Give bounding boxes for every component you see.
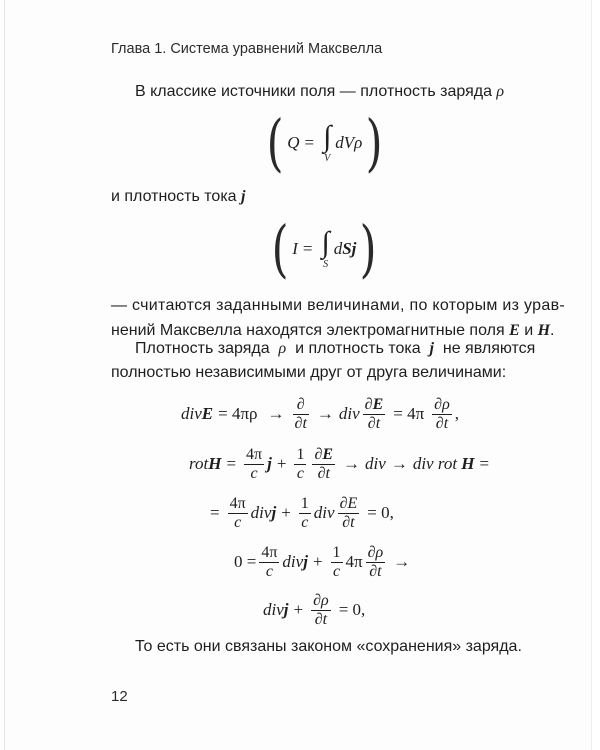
frac-num: ∂E <box>314 445 334 463</box>
div-op: div <box>263 600 284 619</box>
formula-i-lhs: I <box>292 239 298 258</box>
arrow: → <box>343 454 361 473</box>
p4-text-c: не являются <box>442 340 536 357</box>
div-op: div <box>365 454 386 473</box>
left-paren: ( <box>271 212 289 285</box>
formula-q-lhs: Q <box>287 133 300 152</box>
formula-i-eq: = <box>302 239 313 258</box>
frac-num: ∂ρ <box>367 543 384 561</box>
plus: + <box>276 454 287 473</box>
paragraph-2 <box>111 188 245 206</box>
h-vector: H <box>461 454 475 473</box>
and-word: и <box>524 322 534 339</box>
drho-dt-fraction <box>432 396 452 433</box>
integral-sign: ∫ S <box>321 225 330 270</box>
integral-sub-s: S <box>323 258 329 270</box>
integral-sub-v: V <box>324 152 331 164</box>
one-over-c <box>294 446 306 483</box>
four-pi-over-c <box>244 446 264 483</box>
arrow: → <box>267 404 285 423</box>
paragraph-4-line-1 <box>135 340 535 358</box>
eq-zero: = 0, <box>367 503 394 522</box>
frac-num: ∂E <box>364 395 384 413</box>
div-op: div <box>338 404 360 423</box>
four-pi-over-c <box>259 544 279 581</box>
frac-den: ∂t <box>314 610 328 628</box>
eq1-eq: = 4π <box>393 404 425 423</box>
four-pi-over-c <box>228 495 248 532</box>
one-over-c <box>331 544 343 581</box>
frac-den: ∂t <box>367 414 381 432</box>
equation-1 <box>181 392 459 436</box>
div-op: div <box>313 503 335 522</box>
equation-2 <box>189 442 494 486</box>
charge-formula <box>263 108 387 178</box>
current-formula <box>268 214 381 284</box>
frac-num: 4π <box>229 494 246 512</box>
frac-den: ∂t <box>294 414 307 432</box>
one-over-c <box>299 495 311 532</box>
frac-num: ∂E <box>339 494 358 512</box>
frac-den: c <box>332 562 341 580</box>
paragraph-3 <box>111 297 566 340</box>
frac-den: ∂t <box>435 414 449 432</box>
e-field-symbol: E <box>509 322 520 339</box>
page-number: 12 <box>111 688 128 705</box>
frac-num: ∂ρ <box>313 591 329 609</box>
eq1-rhs: = 4πρ <box>218 404 258 423</box>
frac-num: ∂ <box>296 395 305 413</box>
paragraph-2-text: и плотность тока <box>111 188 237 205</box>
book-page <box>4 0 592 750</box>
left-paren: ( <box>266 106 284 179</box>
h-field-symbol: H <box>537 322 551 339</box>
formula-q-integrand: dVρ <box>335 133 363 152</box>
frac-num: ∂ρ <box>434 395 450 413</box>
plus: + <box>281 503 291 522</box>
de-dt-fraction <box>363 396 386 433</box>
rho-symbol: ρ <box>278 340 287 357</box>
e-vector: E <box>201 404 214 423</box>
div-op: div <box>250 503 272 522</box>
drho-dt-fraction <box>311 592 331 629</box>
j-vector: j <box>271 503 277 522</box>
frac-den: ∂t <box>369 562 382 580</box>
equation-4 <box>234 540 415 584</box>
paragraph-3-line-2 <box>111 322 555 340</box>
de-dt-fraction <box>312 446 335 483</box>
partial-t-fraction <box>293 396 309 433</box>
j-symbol: j <box>429 340 434 357</box>
right-paren: ) <box>360 212 377 285</box>
frac-num: 1 <box>332 543 341 561</box>
paragraph-3-line-1: — считаются заданными величинами, по которым из урав- <box>111 297 566 314</box>
frac-num: 1 <box>296 445 305 463</box>
rho-symbol: ρ <box>496 83 505 100</box>
j-vector: j <box>267 454 272 473</box>
frac-num: 1 <box>300 494 309 512</box>
chapter-header: Глава 1. Система уравнений Максвелла <box>111 41 383 57</box>
equation-5 <box>263 588 370 632</box>
frac-den: ∂t <box>342 513 355 531</box>
eq-zero: = 0, <box>338 600 366 619</box>
eq-sign: = <box>210 503 220 522</box>
p4-text-a: Плотность заряда <box>135 340 270 357</box>
four-pi: 4π <box>345 552 363 571</box>
period: . <box>550 322 555 339</box>
formula-i-s: S <box>342 239 352 258</box>
div-rot-op: div rot <box>412 454 458 473</box>
eq-sign: = <box>226 454 237 473</box>
j-symbol: j <box>241 188 246 205</box>
frac-den: c <box>250 464 258 482</box>
comma: , <box>454 404 460 423</box>
j-vector: j <box>283 600 289 619</box>
div-op: div <box>181 404 202 423</box>
right-paren: ) <box>365 106 383 179</box>
frac-den: c <box>296 464 304 482</box>
frac-den: ∂t <box>317 464 330 482</box>
paragraph-1-text: В классике источники поля — плотность заряда <box>135 83 492 100</box>
arrow: → <box>393 552 411 571</box>
zero-eq: 0 = <box>234 552 257 571</box>
arrow: → <box>390 454 408 473</box>
paragraph-5: То есть они связаны законом «сохранения» заряда. <box>135 638 522 655</box>
frac-num: 4π <box>261 543 278 561</box>
h-vector: H <box>208 454 222 473</box>
p4-text-b: и плотность тока <box>295 340 421 357</box>
paragraph-3-line-2-text: нений Максвелла находятся электромагнитные поля <box>111 322 505 339</box>
div-op: div <box>282 552 304 571</box>
arrow: → <box>316 404 334 423</box>
j-vector: j <box>303 552 308 571</box>
paragraph-4-line-2: полностью независимыми друг от друга величинами: <box>111 364 507 381</box>
frac-den: c <box>301 513 309 531</box>
formula-q-eq: = <box>304 133 315 152</box>
drho-dt-fraction <box>366 544 386 581</box>
formula-i-d: d <box>333 239 343 258</box>
integral-sign: ∫ V <box>323 119 332 164</box>
plus: + <box>312 552 323 571</box>
equation-3 <box>205 491 399 535</box>
de-dt-fraction <box>338 495 360 532</box>
plus: + <box>293 600 304 619</box>
rot-op: rot <box>189 454 209 473</box>
frac-num: 4π <box>246 445 263 463</box>
formula-i-j: j <box>351 239 357 258</box>
paragraph-1 <box>135 83 504 101</box>
eq-sign: = <box>479 454 490 473</box>
frac-den: c <box>234 513 242 531</box>
frac-den: c <box>265 562 273 580</box>
